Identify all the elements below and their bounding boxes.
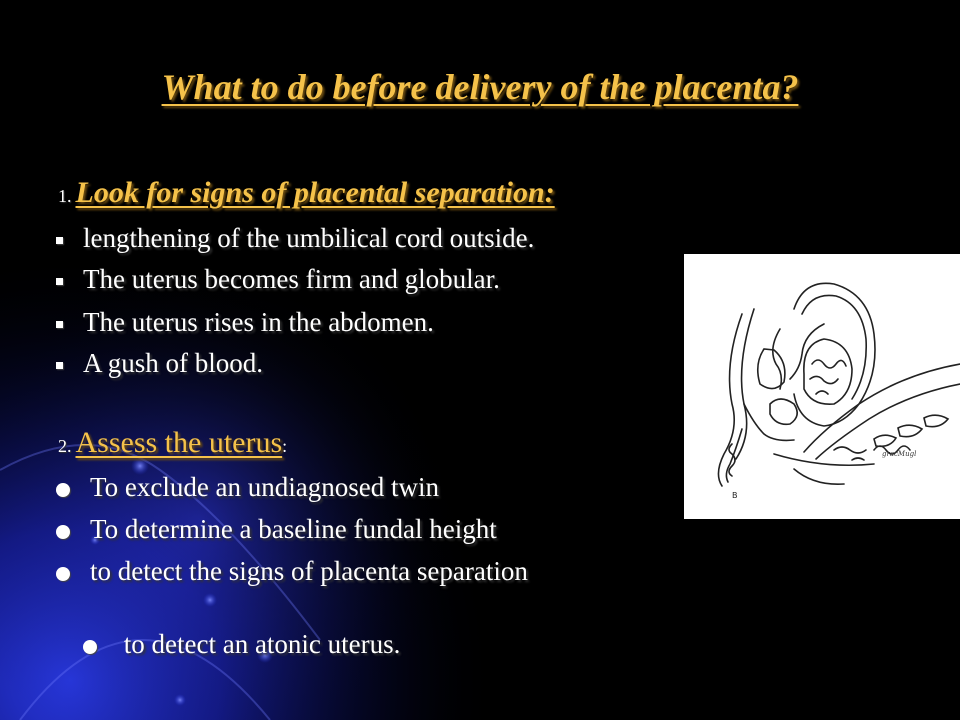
square-bullet-icon [56,278,63,285]
list-item-text: To exclude an undiagnosed twin [90,472,440,502]
figure-signature: gracMugl [882,450,917,458]
section-1-label: Look for signs of placental separation: [75,176,555,209]
slide-title: What to do before delivery of the placenta? [161,67,799,107]
section-1-number: 1. [58,186,72,206]
anatomy-illustration [684,254,960,519]
list-item-text: to detect an atonic uterus. [117,629,401,659]
section-2-number: 2. [58,436,72,456]
square-bullet-icon [56,237,63,244]
list-item-text: to detect the signs of placenta separation [90,556,528,586]
list-item-text: lengthening of the umbilical cord outside. [83,223,535,253]
list-item [56,348,263,379]
round-bullet-icon [83,640,97,654]
section-1-heading [58,176,555,210]
figure-label: B [732,491,738,500]
list-item [56,514,497,545]
round-bullet-icon [56,525,70,539]
list-item [56,307,434,338]
list-item [56,264,500,295]
list-item-text: The uterus rises in the abdomen. [83,307,434,337]
section-2-label: Assess the uterus [75,426,283,459]
square-bullet-icon [56,362,63,369]
list-item [56,223,534,254]
list-item-text: To determine a baseline fundal height [90,514,497,544]
list-item-text: The uterus becomes firm and globular. [83,264,500,294]
list-item [56,472,439,503]
section-2-colon: : [282,436,288,456]
list-item-text: A gush of blood. [83,348,264,378]
list-item [56,556,528,587]
round-bullet-icon [56,483,70,497]
round-bullet-icon [56,567,70,581]
list-item [56,598,400,691]
section-2-heading [58,426,287,460]
square-bullet-icon [56,321,63,328]
uterus-sketch-icon [684,254,960,519]
